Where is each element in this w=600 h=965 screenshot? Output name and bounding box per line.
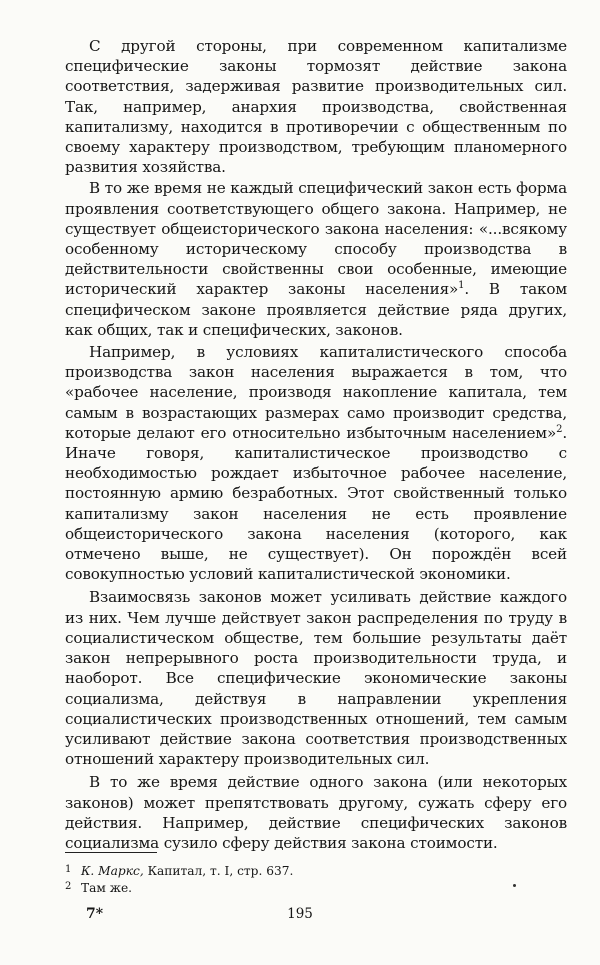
footnote-1-author: К. Маркс, bbox=[81, 864, 144, 878]
body-text bbox=[65, 36, 567, 854]
paragraph-3 bbox=[65, 342, 567, 584]
footnote-1 bbox=[65, 862, 545, 879]
paragraph-2 bbox=[65, 178, 567, 340]
paragraph-1: С другой стороны, при современном капитализме специфические законы тормозят действие закона соответствия, задерживая развитие производительных сил. Так, например, анархия производства, свойственная капитализму, находится в противоречии с общественным по своему характеру производством, требующим планомерного развития хозяйства. bbox=[65, 37, 567, 177]
paragraph-3-text: Например, в условиях капиталистического способа производства закон населения выражается в том, что «рабочее население, производя накопление капитала, тем самым в возрастающих размерах само производит средства, которые делают его относительно избыточным населением» bbox=[65, 343, 567, 442]
paragraph-4: Взаимосвязь законов может усиливать действие каждого из них. Чем лучше действует закон распределения по труду в социалистическом обществе, тем большие результаты даёт закон непрерывного роста производительности труда, и наоборот. Все специфические экономические законы социализма, действуя в направлении укрепления социалистических производственных отношений, тем самым усиливают действие закона соответствия производственных отношений характеру производительных сил. bbox=[65, 588, 567, 769]
paragraph-2-text-cont: . В таком специфическом законе проявляется действие ряда других, как общих, так и специфических, законов. bbox=[65, 280, 567, 339]
paragraph-3-text-cont: . Иначе говоря, капиталистическое производство с необходимостью рождает избыточное рабочее население, постоянную армию безработных. Этот свойственный только капитализму закон населения не есть проявление общеисторического закона населения (которого, как отмечено выше, не существует). Он порождён всей совокупностью условий капиталистической экономики. bbox=[65, 423, 567, 584]
footnote-1-mark: 1 bbox=[65, 864, 72, 875]
paragraph-2-text: В то же время не каждый специфический закон есть форма проявления соответствующего общего закона. Например, не существует общеисторического закона населения: «...всякому особенному историческому способу производства в действительности свойственны свои особенные, имеющие исторический характер законы населения» bbox=[65, 179, 567, 299]
footnote-2-text: Там же. bbox=[81, 881, 133, 895]
footnote-2 bbox=[65, 879, 545, 896]
signature-mark: 7* bbox=[86, 906, 104, 922]
footnotes bbox=[65, 862, 545, 896]
footnote-2-mark: 2 bbox=[65, 881, 72, 892]
ink-speck bbox=[513, 884, 516, 887]
footnote-ref-1[interactable]: 1 bbox=[458, 280, 465, 292]
footnote-1-text: Капитал, т. I, стр. 637. bbox=[143, 864, 294, 878]
footnote-ref-2[interactable]: 2 bbox=[556, 423, 563, 435]
footnote-divider bbox=[65, 852, 157, 853]
page-number: 195 bbox=[287, 906, 313, 922]
paragraph-5: В то же время действие одного закона (или некоторых законов) может препятствовать другому, сужать сферу его действия. Например, действие специфических законов социализма сузило сферу действия закона стоимости. bbox=[65, 773, 567, 852]
